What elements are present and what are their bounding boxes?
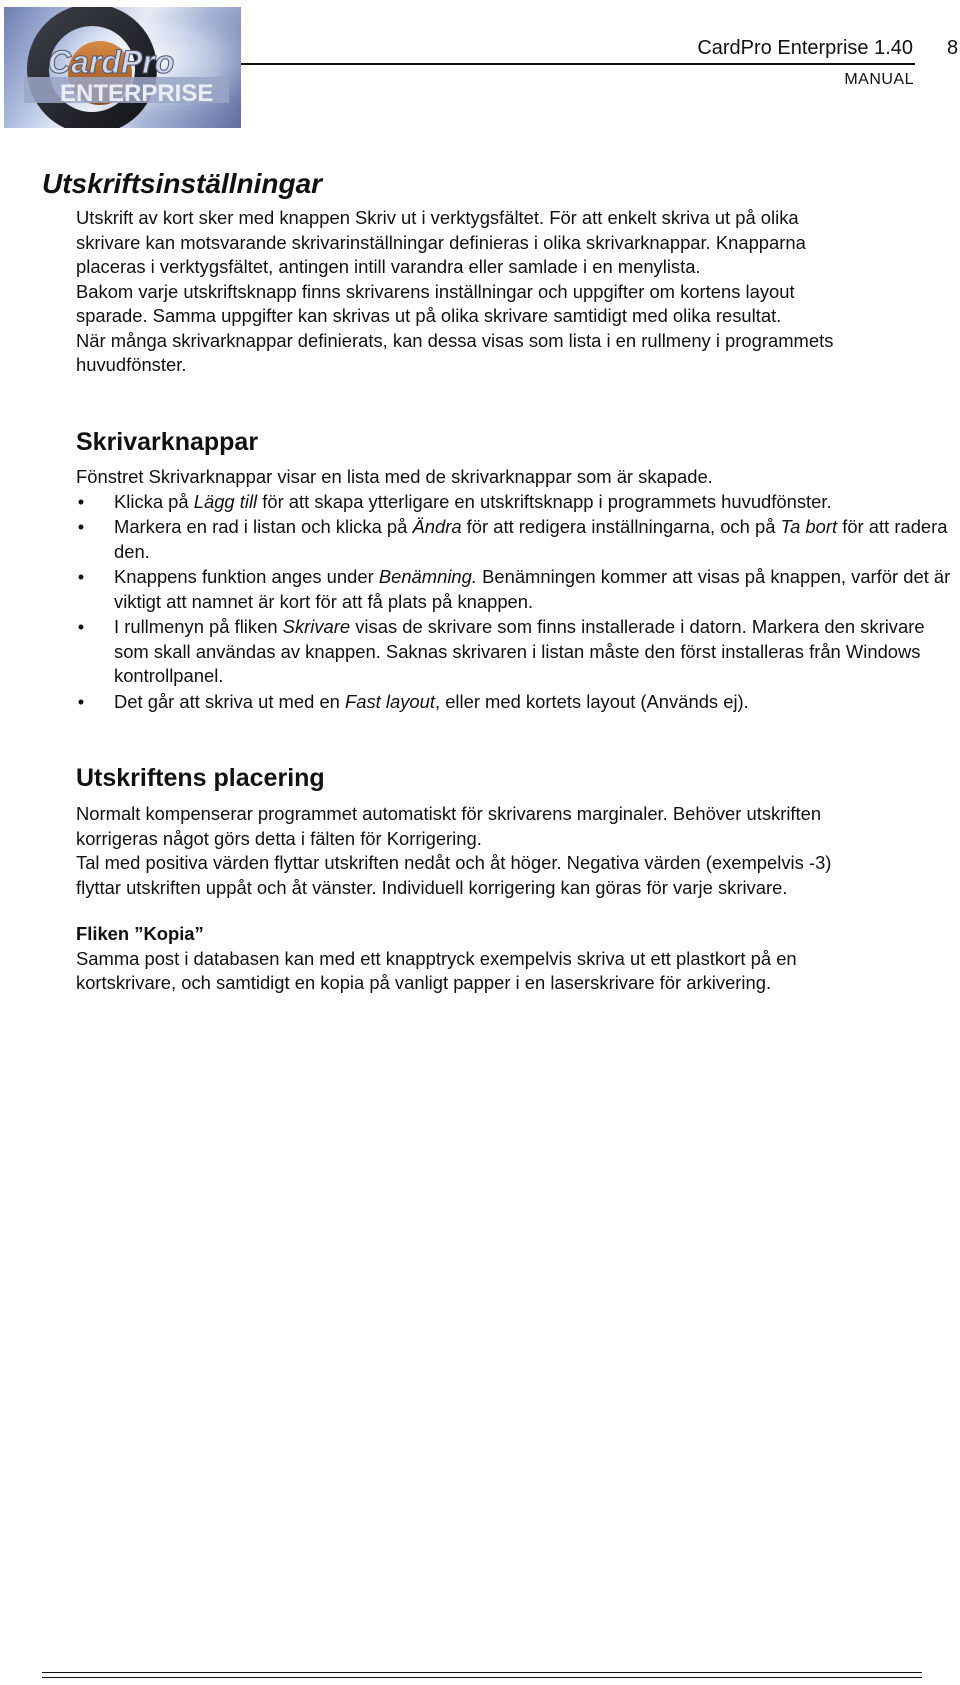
page-number: 8 xyxy=(947,37,959,59)
paragraph-line: korrigeras något görs detta i fälten för Korrigering. xyxy=(76,827,482,849)
list-item: • Markera en rad i listan och klicka på Ändra för att redigera inställningarna, och på Ta bort för att radera den. xyxy=(77,516,948,562)
paragraph-line: Samma post i databasen kan med ett knapptryck exempelvis skriva ut ett plastkort på en xyxy=(76,947,797,969)
bullet-list xyxy=(76,490,956,715)
list-item: • Klicka på Lägg till för att skapa ytterligare en utskriftsknapp i programmets huvudfönster. xyxy=(76,490,956,515)
svg-text:ENTERPRISE: ENTERPRISE xyxy=(60,80,214,107)
bullet-icon: • xyxy=(77,616,85,637)
bullet-icon: • xyxy=(77,516,85,537)
document-title: CardPro Enterprise 1.40 xyxy=(697,37,913,59)
footer-rule xyxy=(42,1672,922,1673)
cardpro-enterprise-logo xyxy=(4,7,241,128)
svg-text:CardPro: CardPro xyxy=(48,44,175,80)
section-body xyxy=(76,922,956,996)
paragraph-line: huvudfönster. xyxy=(76,354,187,375)
section-heading-utskriftens-placering: Utskriftens placering xyxy=(76,764,325,792)
list-item: • Det går att skriva ut med en Fast layout, eller med kortets layout (Används ej). xyxy=(76,690,956,715)
paragraph-line: kortskrivare, och samtidigt en kopia på vanligt papper i en laserskrivare för arkivering. xyxy=(76,972,772,993)
paragraph-line: När många skrivarknappar definierats, kan dessa visas som lista i en rullmeny i programmets xyxy=(76,329,834,351)
paragraph-line: Bakom varje utskriftsknapp finns skrivarens inställningar och uppgifter om kortens layout xyxy=(76,280,795,302)
header-rule xyxy=(241,63,915,65)
section-heading-skrivarknappar: Skrivarknappar xyxy=(76,428,259,456)
bullet-icon: • xyxy=(77,490,85,512)
section-body xyxy=(76,465,956,715)
paragraph-line: placeras i verktygsfältet, antingen intill varandra eller samlade i en menylista. xyxy=(76,256,701,277)
footer-rule xyxy=(42,1677,922,1678)
paragraph-line: skrivare kan motsvarande skrivarinställningar definieras i olika skrivarknappar. Knapparna xyxy=(76,231,806,253)
section-heading-utskriftsinstallningar: Utskriftsinställningar xyxy=(42,168,323,199)
paragraph-line: Utskrift av kort sker med knappen Skriv ut i verktygsfältet. För att enkelt skriva ut på olika xyxy=(76,207,799,228)
subsection-heading-fliken-kopia: Fliken ”Kopia” xyxy=(76,923,204,944)
paragraph-line: sparade. Samma uppgifter kan skrivas ut på olika skrivare samtidigt med olika resultat. xyxy=(76,305,782,326)
bullet-icon: • xyxy=(77,690,85,712)
paragraph-line: flyttar utskriften uppåt och åt vänster. Individuell korrigering kan göras för varje skrivare. xyxy=(76,876,788,898)
list-item: • Knappens funktion anges under Benämning. Benämningen kommer att visas på knappen, varför det är viktigt att namnet är kort för att få plats på knappen. xyxy=(77,566,951,612)
list-item: • I rullmenyn på fliken Skrivare visas de skrivare som finns installerade i datorn. Markera den skrivare som skall användas av knappen. Saknas skrivaren i listan måste den först installeras från Windows kontrollpanel. xyxy=(77,616,925,686)
section-body xyxy=(76,802,956,900)
document-subtitle: MANUAL xyxy=(844,71,914,88)
paragraph-line: Tal med positiva värden flyttar utskriften nedåt och åt höger. Negativa värden (exempelvis -3) xyxy=(76,852,832,873)
section-body xyxy=(76,206,956,378)
bullet-icon: • xyxy=(77,566,85,587)
paragraph-line: Fönstret Skrivarknappar visar en lista med de skrivarknappar som är skapade. xyxy=(76,466,713,487)
paragraph-line: Normalt kompenserar programmet automatiskt för skrivarens marginaler. Behöver utskriften xyxy=(76,803,822,824)
